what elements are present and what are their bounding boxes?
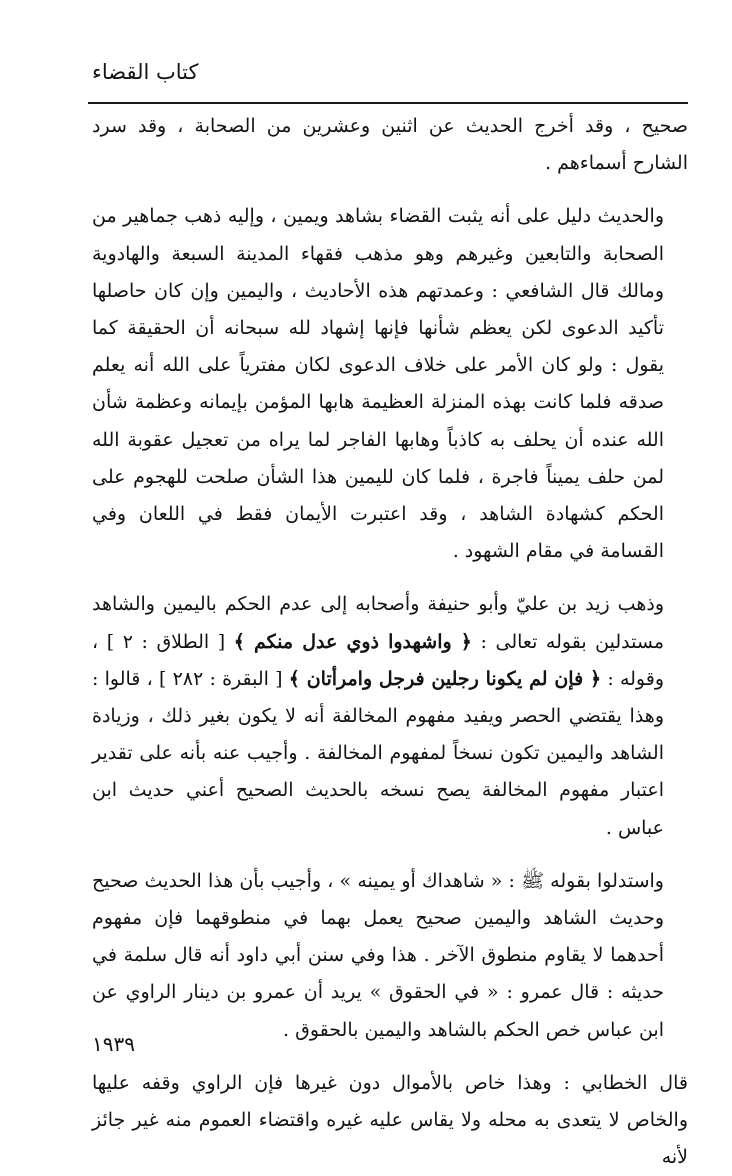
paragraph-gap: [92, 1049, 688, 1065]
paragraph-3: [92, 586, 688, 846]
paragraph-3-part-2: [ الطلاق : ٢ ] ، وقوله :: [92, 630, 664, 690]
main-text: [92, 108, 688, 1176]
header-rule: [88, 102, 688, 104]
running-header-title: كتاب القضاء: [92, 60, 199, 84]
paragraph-5: قال الخطابي : وهذا خاص بالأموال دون غيرها فإن الراوي وقفه عليها والخاص لا يتعدى به محله ولا يقاس عليه غيره واقتضاء العموم منه غير جائز لأنه: [92, 1071, 688, 1169]
paragraph-3-part-1: وذهب زيد بن عليّ وأبو حنيفة وأصحابه إلى عدم الحكم باليمين والشاهد مستدلين بقوله تعالى :: [92, 593, 664, 653]
quran-quote-talaq: ﴿ واشهدوا ذوي عدل منكم ﴾: [233, 630, 472, 653]
paragraph-gap: [92, 847, 688, 863]
paragraph-gap: [92, 182, 688, 198]
paragraph-gap: [92, 570, 688, 586]
paragraph-3-part-3: [ البقرة : ٢٨٢ ] ، قالوا : وهذا يقتضي الحصر ويفيد مفهوم المخالفة أنه لا يكون بغير ذلك ، وزيادة الشاهد واليمين تكون نسخاً لمفهوم المخالفة . وأجيب عنه بأنه على تقدير اعتبار مفهوم المخالفة يصح نسخه بالحديث الصحيح أعني حديث ابن عباس .: [92, 667, 664, 839]
paragraph-4: واستدلوا بقوله ﷺ : « شاهداك أو يمينه » ، وأجيب بأن هذا الحديث صحيح وحديث الشاهد واليمين صحيح يعمل بهما في منطوقهما فإن مفهوم أحدهما لا يقاوم منطوق الآخر . هذا وفي سنن أبي داود أنه قال سلمة في حديثه : قال عمرو : « في الحقوق » يريد أن عمرو بن دينار الراوي عن ابن عباس خص الحكم بالشاهد واليمين بالحقوق .: [92, 869, 664, 1041]
page-number: ١٩٣٩: [92, 1032, 135, 1056]
paragraph-2: والحديث دليل على أنه يثبت القضاء بشاهد ويمين ، وإليه ذهب جماهير من الصحابة والتابعين وغيرهم وهو مذهب فقهاء المدينة السبعة والهادوية ومالك قال الشافعي : وعمدتهم هذه الأحاديث ، واليمين وإن كان حاصلها تأكيد الدعوى لكن يعظم شأنها فإنها إشهاد لله سبحانه أن الحقيقة كما يقول : ولو كان الأمر على خلاف الدعوى لكان مفترياً على الله أنه يعلم صدقه فلما كانت بهذه المنزلة العظيمة هابها المؤمن بإيمانه وعظمة شأن الله عنده أن يحلف به كاذباً وهابها الفاجر لما يراه من تعجيل عقوبة الله لمن حلف يميناً فاجرة ، فلما كان لليمين هذا الشأن صلحت للهجوم على الحكم كشهادة الشاهد ، وقد اعتبرت الأيمان فقط في اللعان وفي القسامة في مقام الشهود .: [92, 205, 664, 563]
paragraph-1: صحيح ، وقد أخرج الحديث عن اثنين وعشرين من الصحابة ، وقد سرد الشارح أسماءهم .: [92, 115, 688, 175]
quran-quote-baqarah: ﴿ فإن لم يكونا رجلين فرجل وامرأتان ﴾: [288, 667, 602, 690]
